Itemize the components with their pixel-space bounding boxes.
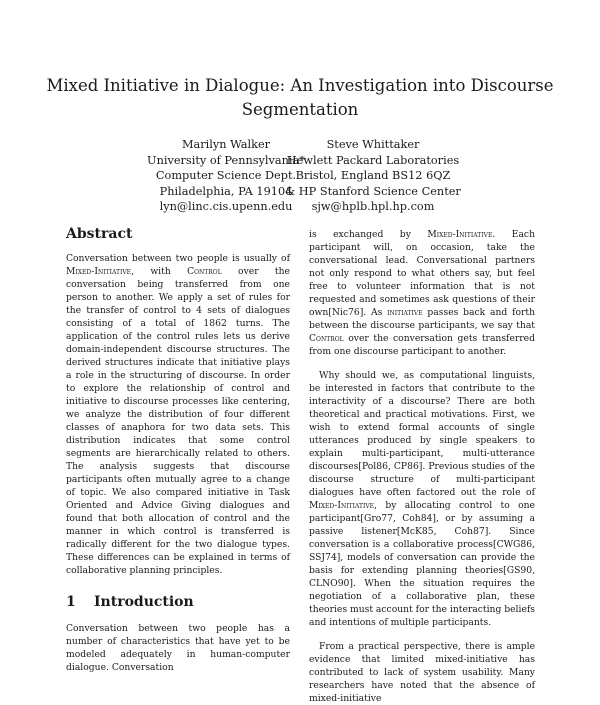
author-affiliation-2: & HP Stanford Science Center: [285, 184, 461, 198]
paper-title: [40, 74, 560, 122]
abstract-paragraph: Conversation between two people is usually of Mixed-Initiative, with Control over the conversation being transferred from one person to another. We apply a set of rules for the transfer of control to 4 sets of dialogues consisting of a total of 1862 turns. The application of the control rules lets us derive domain-independent discourse structures. The derived structures indicate that initiative plays a role in the structuring of discourse. In order to explore the relationship of control and initiative to discourse processes like centering, we analyze the distribution of four different classes of anaphora for two data sets. This distribution indicates that some control segments are hierarchically related to others. The analysis suggests that discourse participants often mutually agree to a change of topic. We also compared initiative in Task Oriented and Advice Giving dialogues and found that both allocation of control and the manner in which control is transferred is radically different for the two dialogue types. These differences can be explained in terms of collaborative planning principles.: [66, 253, 290, 576]
right-column: [309, 228, 535, 705]
author-name: Marilyn Walker: [181, 138, 271, 151]
body-paragraph: From a practical perspective, there is ample evidence that limited mixed-initiative has contributed to lack of system usability. Many researchers have noted that the absence of mixed-initiative: [309, 641, 535, 704]
abstract-heading: Abstract: [66, 226, 133, 242]
author-email: sjw@hplb.hpl.hp.com: [311, 200, 435, 214]
author-address: Bristol, England BS12 6QZ: [295, 169, 451, 183]
introduction-paragraph: Conversation between two people has a number of characteristics that have yet to be modeled adequately in human-computer dialogue. Conversation: [66, 623, 290, 673]
title-line-1: Mixed Initiative in Dialogue: An Investigation into Discourse: [46, 76, 554, 95]
author-department: Computer Science Dept.: [155, 169, 297, 183]
left-column: [66, 228, 290, 674]
author-email: lyn@linc.cis.upenn.edu: [159, 200, 293, 214]
section-number: 1: [66, 594, 76, 610]
introduction-heading: [66, 596, 290, 609]
author-affiliation: Hewlett Packard Laboratories: [286, 153, 460, 167]
author-affiliation: University of Pennsylvania*: [147, 153, 305, 167]
body-paragraph: Why should we, as computational linguists, be interested in factors that contribute to the interactivity of a discourse? There are both theoretical and practical motivations. First, we wish to extend formal accounts of single utterances produced by single speakers to explain multi-participant, multi-utterance discourses[Pol86, CP86]. Previous studies of the discourse structure of multi-participant dialogues have often factored out the role of Mixed-Initiative, by allocating control to one participant[Gro77, Coh84], or by assuming a passive listener[McK85, Coh87]. Since conversation is a collaborative process[CWG86, SSJ74], models of conversation can provide the basis for extending planning theories[GS90, CLNO90]. When the situation requires the negotiation of a collaborative plan, these theories must account for the interacting beliefs and intentions of multiple participants.: [309, 370, 535, 628]
author-address: Philadelphia, PA 19104: [159, 184, 293, 198]
author-block-whittaker: [266, 137, 480, 215]
author-name: Steve Whittaker: [326, 138, 420, 151]
title-line-2: Segmentation: [241, 100, 359, 119]
section-title: Introduction: [94, 594, 194, 610]
body-paragraph: is exchanged by Mixed-Initiative. Each participant will, on occasion, take the conversational lead. Conversational partners not only respond to what others say, but feel free to volunteer information that is not requested and sometimes ask questions of their own[Nic76]. As initiative passes back and forth between the discourse participants, we say that Control over the conversation gets transferred from one discourse participant to another.: [309, 229, 536, 357]
